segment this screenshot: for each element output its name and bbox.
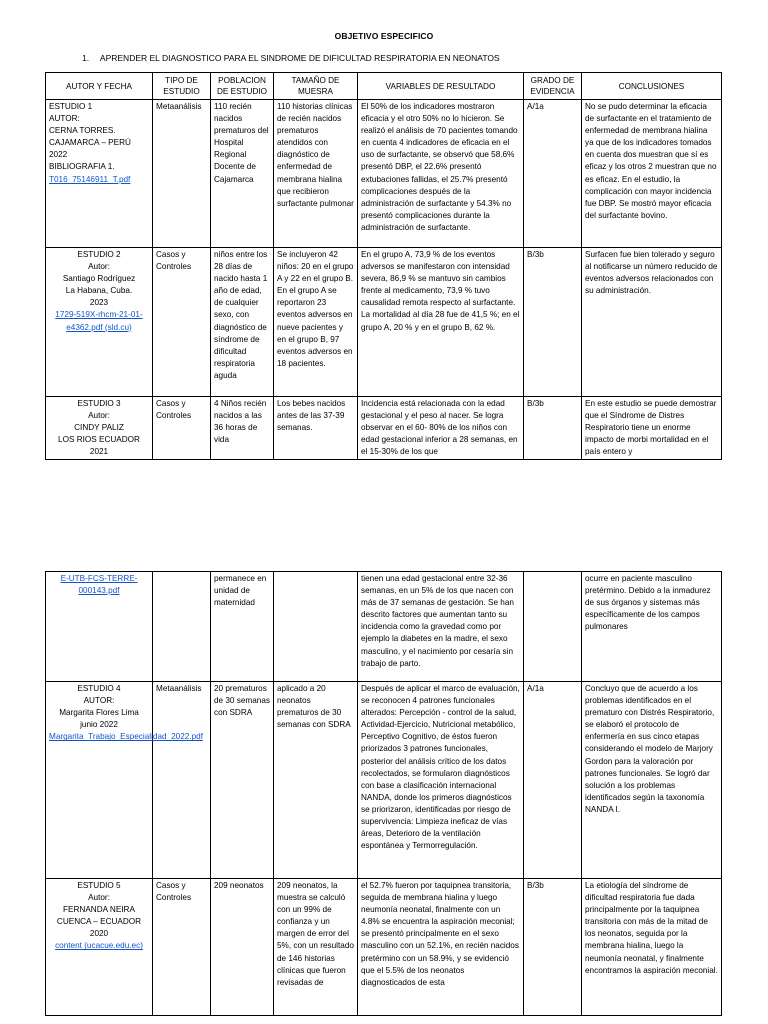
cell-grado: A/1a [524,682,582,879]
cell-autor: ESTUDIO 4 AUTOR: Margarita Flores Lima junio 2022 Margarita_Trabajo_Especialidad_2022.pdf [46,682,153,879]
objective-heading [82,53,500,63]
document-page-1 [0,0,768,470]
cell-tipo: Casos y Controles [153,248,211,397]
cell-muestra: Los bebes nacidos antes de las 37-39 semanas. [274,397,358,460]
cell-variables: En el grupo A, 73,9 % de los eventos adversos se manifestaron con intensidad severa, 86,9 % se mantuvo sin cambios frente al medicamento, 73,9 % tuvo causalidad remota respecto al surfactante. La mortalidad al día 28 fue de 41,5 %; en el grupo A, 20 % y en el grupo B, 62 %. [358,248,524,397]
table-row [46,397,722,460]
cell-grado [524,572,582,682]
header-tipo: TIPO DE ESTUDIO [153,73,211,100]
cell-conclusiones: En este estudio se puede demostrar que el Síndrome de Distres Respiratorio tiene un enorme impacto de morbi mortalidad en el país entero y [582,397,722,460]
header-grado: GRADO DE EVIDENCIA [524,73,582,100]
cell-autor [46,572,153,682]
source-link[interactable]: E-UTB-FCS-TERRE-000143.pdf [60,574,138,596]
page-title: OBJETIVO ESPECIFICO [334,31,434,41]
cell-poblacion: 4 Niños recién nacidos a las 36 horas de vida [211,397,274,460]
cell-tipo: Casos y Controles [153,879,211,1016]
table-row [46,100,722,248]
cell-muestra: 110 historias clínicas de recién nacidos prematuros atendidos con diagnóstico de enfermedad de membrana hialina que recibieron surfactante pulmonar [274,100,358,248]
header-poblacion: POBLACION DE ESTUDIO [211,73,274,100]
cell-variables: Después de aplicar el marco de evaluación, se reconocen 4 patrones funcionales alterados: Percepción - control de la salud, Actividad-Ejercicio, Nutricional metabólico, Perceptivo Cognitivo, de éstos fueron priorizados 3 patrones funcionales, posterior del análisis crítico de los datos recolectados, se formularon diagnósticos con base a clasificación internacional NANDA, donde los primeros diagnósticos se priorizaron, identificadas por riesgo de supervivencia: Limpieza ineficaz de vías áreas, Deterioro de la ventilación espontánea y Termorregulación. [358,682,524,879]
cell-variables: Incidencia está relacionada con la edad gestacional y el peso al nacer. Se logra observar en el 60- 80% de los niños con edad gestacional inferior a 28 semanas, en el 15-30% de los que [358,397,524,460]
cell-grado: A/1a [524,100,582,248]
cell-autor: ESTUDIO 5 Autor: FERNANDA NEIRA CUENCA – ECUADOR 2020 content (ucacue.edu.ec) [46,879,153,1016]
cell-muestra [274,572,358,682]
source-link[interactable]: Margarita_Trabajo_Especialidad_2022.pdf [49,732,203,742]
cell-autor: ESTUDIO 2 Autor: Santiago Rodríguez La Habana, Cuba. 2023 1729-519X-rhcm-21-01-e4362.pdf (sld.cu) [46,248,153,397]
cell-poblacion: 110 recién nacidos prematuros del Hospital Regional Docente de Cajamarca [211,100,274,248]
cell-variables: el 52.7% fueron por taquipnea transitoria, seguida de membrana hialina y luego neumonía neonatal, finalmente con un 4.8% se encuentra la aspiración meconial; se presentó principalmente en el sexo masculino con un 52.1%, en recién nacidos pretérmino con un 58.9%, y se evidenció que el 5.5% de los neonatos diagnosticados de esta [358,879,524,1016]
cell-poblacion: 209 neonatos [211,879,274,1016]
table-row [46,682,722,879]
header-conclusiones: CONCLUSIONES [582,73,722,100]
table-row [46,879,722,1016]
cell-muestra: 209 neonatos, la muestra se calculó con un 99% de confianza y un margen de error del 5%, con un resultado de 146 historias clínicas que fueron revisadas de [274,879,358,1016]
cell-conclusiones: Surfacen fue bien tolerado y seguro al notificarse un número reducido de eventos adversos relacionados con su administración. [582,248,722,397]
source-link[interactable]: content (ucacue.edu.ec) [55,941,143,951]
cell-muestra: aplicado a 20 neonatos prematuros de 30 semanas con SDRA [274,682,358,879]
header-variables: VARIABLES DE RESULTADO [358,73,524,100]
cell-grado: B/3b [524,397,582,460]
cell-grado: B/3b [524,248,582,397]
evidence-table-page-1 [45,72,722,460]
header-autor: AUTOR Y FECHA [46,73,153,100]
cell-variables: El 50% de los indicadores mostraron eficacia y el otro 50% no lo hicieron. Se realizó el análisis de 70 pacientes tomando en cuenta 4 indicadores de eficacia en el uso de surfactante, se observó que 58.6% presentó DBP, el 22.6% presentó extubaciones fallidas, el 25.7% presentó complicaciones después de la administración de surfactante y 54.3% no presentó complicaciones durante la administración de surfactante. [358,100,524,248]
cell-muestra: Se incluyeron 42 niños: 20 en el grupo A y 22 en el grupo B. En el grupo A se reportaron 23 eventos adversos en nueve pacientes y en el grupo B, 97 eventos adversos en 18 pacientes. [274,248,358,397]
cell-conclusiones: ocurre en paciente masculino pretérmino. Debido a la inmadurez de sus órganos y sistemas más específicamente de los campos pulmonares [582,572,722,682]
table-row [46,248,722,397]
objective-text: APRENDER EL DIAGNOSTICO PARA EL SINDROME DE DIFICULTAD RESPIRATORIA EN NEONATOS [99,53,500,63]
header-muestra: TAMAÑO DE MUESRA [274,73,358,100]
table-row [46,572,722,682]
cell-autor: ESTUDIO 3 Autor: CINDY PALIZ LOS RIOS ECUADOR 2021 [46,397,153,460]
cell-tipo: Metaanálisis [153,682,211,879]
cell-tipo [153,572,211,682]
source-link[interactable]: 1729-519X-rhcm-21-01-e4362.pdf (sld.cu) [55,310,143,332]
cell-tipo: Casos y Controles [153,397,211,460]
source-link[interactable]: T016_75146911_T.pdf [49,174,131,184]
document-page-2 [0,571,768,1024]
cell-autor: ESTUDIO 1 AUTOR: CERNA TORRES. CAJAMARCA – PERÚ 2022 BIBLIOGRAFIA 1. T016_75146911_T.pdf [46,100,153,248]
cell-poblacion: permanece en unidad de maternidad [211,572,274,682]
cell-tipo: Metaanálisis [153,100,211,248]
objective-number: 1. [82,53,90,63]
cell-poblacion: niños entre los 28 días de nacido hasta 1 año de edad, de cualquier sexo, con diagnóstico de síndrome de dificultad respiratoria aguda [211,248,274,397]
cell-variables: tienen una edad gestacional entre 32-36 semanas, en un 5% de los que nacen con más de 37 semanas de gestación. Se han descrito factores que aumentan tanto su incidencia como la gravedad como por ejemplo la diabetes en la madre, el sexo masculino, y el nacimiento por cesaría sin trabajo de parto. [358,572,524,682]
cell-conclusiones: No se pudo determinar la eficacia de surfactante en el tratamiento de enfermedad de membrana hialina ya que de los indicadores tomados en cuenta dos muestran que sí es eficaz y los otros 2 muestran que no es eficaz. En el estudio, la complicación con mayor incidencia fue DBP. Se mostró mayor eficacia del surfactante bovino. [582,100,722,248]
cell-conclusiones: La etiología del síndrome de dificultad respiratoria fue dada principalmente por la taquipnea transitoria con más de la mitad de los neonatos, seguida por la membrana hialina, luego la neumonía neonatal, y finalmente encontramos la aspiración meconial. [582,879,722,1016]
evidence-table-page-2 [45,571,722,1016]
cell-poblacion: 20 prematuros de 30 semanas con SDRA [211,682,274,879]
cell-conclusiones: Concluyo que de acuerdo a los problemas identificados en el prematuro con Distrés Respiratorio, se elaboró el protocolo de enfermería en sus cinco etapas considerando el modelo de Marjory Gordon para la valoración por patrones funcionales. Se logró dar solución a los problemas identificados según la taxonomía NANDA I. [582,682,722,879]
cell-grado: B/3b [524,879,582,1016]
